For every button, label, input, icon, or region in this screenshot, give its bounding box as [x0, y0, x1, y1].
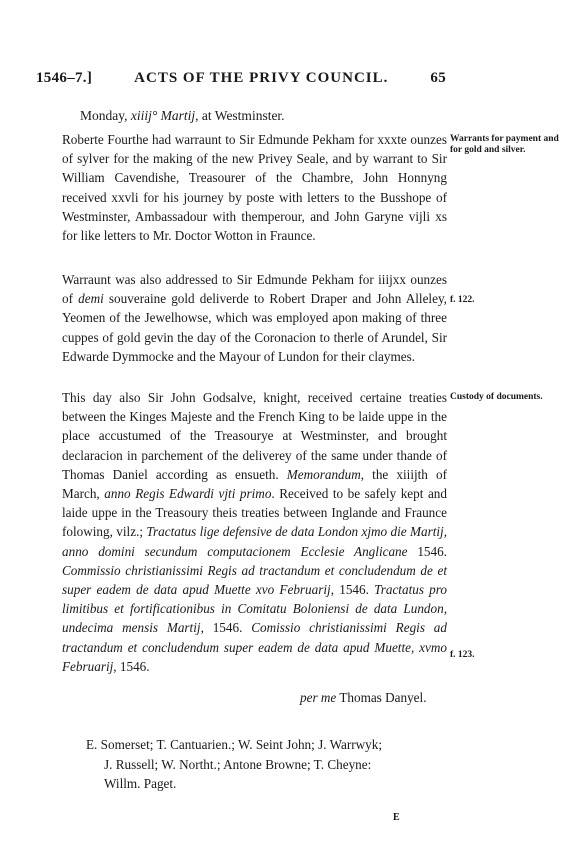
date-suffix: , at Westminster.: [195, 108, 285, 123]
latin-treaty-4: Comissio christianissimi Regis ad tractandum et concludendum super eadem de data apud Muette, xvmo Februarij: [62, 620, 447, 674]
header-title: ACTS OF THE PRIVY COUNCIL.: [134, 70, 389, 86]
year-3: , 1546.: [200, 620, 252, 636]
paragraph-1-text: Roberte Fourthe had warraunt to Sir Edmunde Pekham for xxxte ounzes of sylver for the making of the new Privey Seale, and by warrant to Sir William Cavendishe, Treasourer of the Chambre, John Honnyng received xxvli for his journey by poste with letters to the Busshope of Westminster, Ambassadour with themperour, and John Garyne vijli xs for like letters to Mr. Doctor Wotton in Fraunce.: [62, 132, 447, 244]
paragraph-3-part-c: . Received to be safely kept and laide uppe in the Treasoury theis treaties between Inglande and Fraunce folowing, vilz.;: [62, 486, 447, 540]
paragraph-warrants: [62, 130, 447, 245]
meeting-date-line: [80, 108, 285, 124]
paragraph-3-part-a: This day also Sir John Godsalve, knight, received certaine treaties between the Kinges Majeste and the French King to be laide uppe in the place accustumed of the Treasourye at Westminster, and brought declaracion in parchement of the deliverey of the same under thande of Thomas Daniel according as ensueth.: [62, 390, 447, 482]
paragraph-treaties: [62, 388, 447, 676]
memorandum-word: Memorandum: [286, 466, 361, 482]
page-number: 65: [430, 70, 446, 86]
running-header: [36, 70, 446, 87]
margin-note-folio-123: f. 123.: [450, 650, 475, 660]
signoff: [300, 690, 427, 706]
signatories-line-1: E. Somerset; T. Cantuarien.; W. Seint John; J. Warrwyk;: [86, 737, 382, 752]
paragraph-2-part-b: souveraine gold deliverde to Robert Draper and John Alleley, Yeomen of the Jewelhowse, which was employed apon making of three cuppes of gold gevin the day of the Coronacion to therle of Arundel, Sir Edwarde Dymmocke and the Mayour of Lundon for their claymes.: [62, 291, 447, 364]
council-signatories: [86, 735, 466, 794]
year-2: , 1546.: [330, 582, 375, 598]
anno-regis: anno Regis Edwardi vjti primo: [104, 486, 272, 502]
signatories-line-3: Willm. Paget.: [104, 776, 177, 791]
year-1: 1546.: [407, 543, 447, 559]
paragraph-2-demi: demi: [78, 291, 104, 307]
year-4: , 1546.: [113, 658, 150, 674]
date-prefix: Monday,: [80, 108, 131, 123]
signoff-name: Thomas Danyel.: [336, 690, 427, 705]
latin-treaty-2: Commissio christianissimi Regis ad tractandum et concludendum de et super eadem de data apud Muette xvo Februarij: [62, 562, 447, 598]
date-latin: xiiij° Martij: [130, 108, 196, 123]
signatories-line-2: J. Russell; W. Northt.; Antone Browne; T. Cheyne:: [104, 756, 372, 772]
latin-treaty-1: Tractatus lige defensive de data London xjmo die Martij, anno domini secundum computacionem Ecclesie Anglicane: [62, 524, 448, 559]
per-me: per me: [300, 690, 337, 705]
paragraph-2-part-a: Warraunt was also addressed to Sir Edmunde Pekham for iiijxx ounzes of: [62, 272, 447, 307]
latin-treaty-3: Tractatus pro limitibus et fortificationibus in Comitatu Boloniensi de data Lundon, undecima mensis Martij: [62, 582, 448, 636]
margin-note-warrants: Warrants for payment and for gold and silver.: [450, 134, 559, 155]
header-years: 1546–7.]: [36, 70, 93, 86]
paragraph-gold: [62, 270, 447, 366]
margin-note-folio-122: f. 122.: [450, 295, 475, 305]
paragraph-3-part-b: , the xiiijth of March,: [62, 466, 447, 502]
signature-mark: E: [393, 812, 400, 823]
margin-note-custody: Custody of documents.: [450, 392, 543, 402]
